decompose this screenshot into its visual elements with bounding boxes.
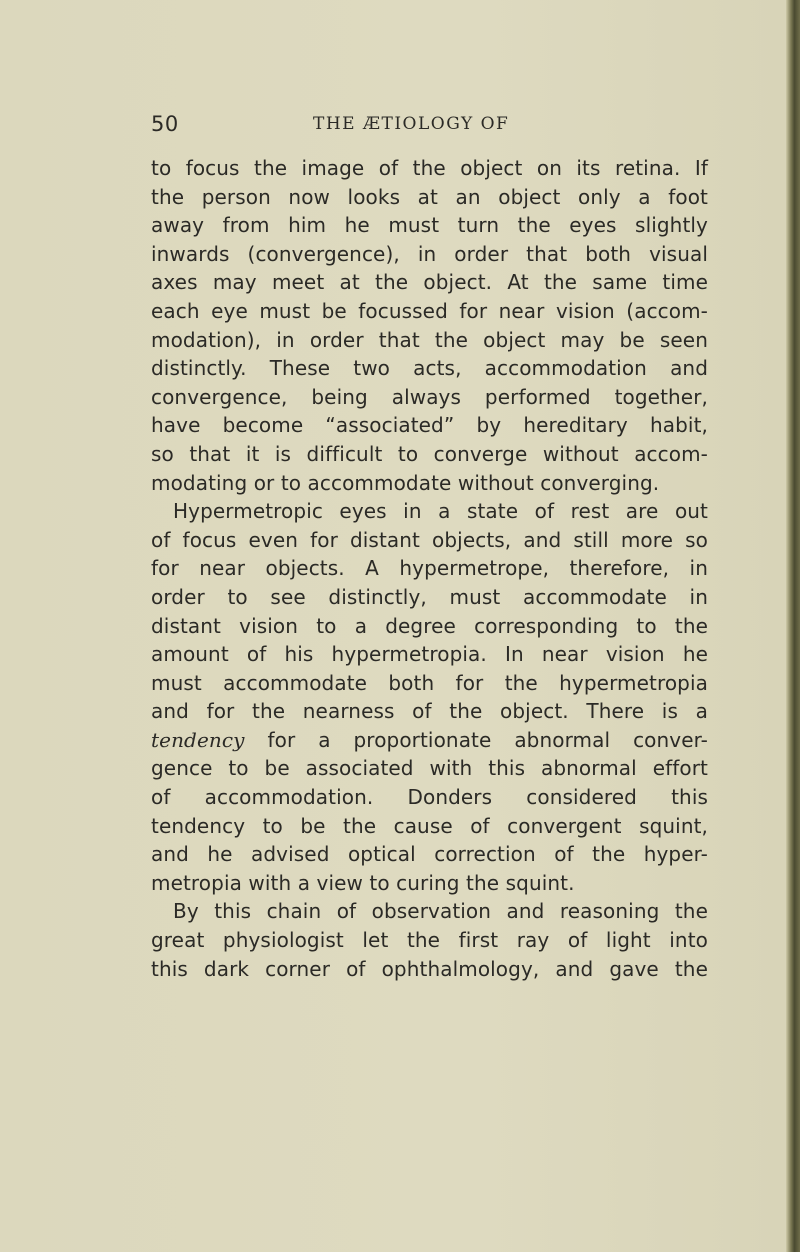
text-line: amount of his hypermetropia. In near vision he [151, 642, 708, 667]
text-line: gence to be associated with this abnormal effort [151, 756, 708, 781]
text-line: to focus the image of the object on its retina. If [151, 156, 708, 180]
text-line: have become “associated” by hereditary habit, [151, 413, 708, 438]
body-text [151, 154, 708, 983]
running-head: THE ÆTIOLOGY OF [313, 114, 510, 134]
text-line: so that it is difficult to converge without accom- [151, 441, 708, 466]
text-line: away from him he must turn the eyes slightly [151, 213, 708, 238]
text-line: modating or to accommodate without converging. [151, 470, 660, 495]
text-line: great physiologist let the first ray of light into [151, 928, 708, 953]
text-line: and for the nearness of the object. There is a [151, 699, 708, 724]
text-line: modation), in order that the object may be seen [151, 327, 708, 352]
text-line: and he advised optical correction of the hyper- [151, 842, 708, 867]
text-line: inwards (convergence), in order that both visual [151, 241, 708, 266]
text-line: order to see distinctly, must accommodate in [151, 584, 708, 609]
text-line: axes may meet at the object. At the same time [151, 270, 708, 295]
text-line: each eye must be focussed for near vision (accom- [151, 298, 708, 323]
text-line [151, 726, 708, 755]
text-line: tendency to be the cause of convergent squint, [151, 813, 708, 838]
text-line-paragraph-start: Hypermetropic eyes in a state of rest are out [173, 499, 708, 524]
text-line: of accommodation. Donders considered this [151, 785, 708, 810]
text-line: of focus even for distant objects, and still more so [151, 527, 708, 552]
page-edge-shadow [786, 0, 800, 1252]
text-line: convergence, being always performed together, [151, 384, 708, 409]
text-line: the person now looks at an object only a foot [151, 184, 708, 209]
text-line: metropia with a view to curing the squint. [151, 870, 575, 895]
text-line: distinctly. These two acts, accommodation and [151, 356, 708, 381]
text-line-rest: for a proportionate abnormal conver- [244, 727, 708, 752]
text-line-paragraph-start: By this chain of observation and reasoning the [173, 899, 708, 924]
text-line: distant vision to a degree corresponding to the [151, 613, 708, 638]
page-header [0, 112, 790, 142]
page-number: 50 [151, 112, 179, 136]
text-line: this dark corner of ophthalmology, and gave the [151, 956, 708, 981]
text-line: for near objects. A hypermetrope, therefore, in [151, 556, 708, 581]
italic-word: tendency [151, 727, 245, 752]
text-line: must accommodate both for the hypermetropia [151, 670, 708, 695]
